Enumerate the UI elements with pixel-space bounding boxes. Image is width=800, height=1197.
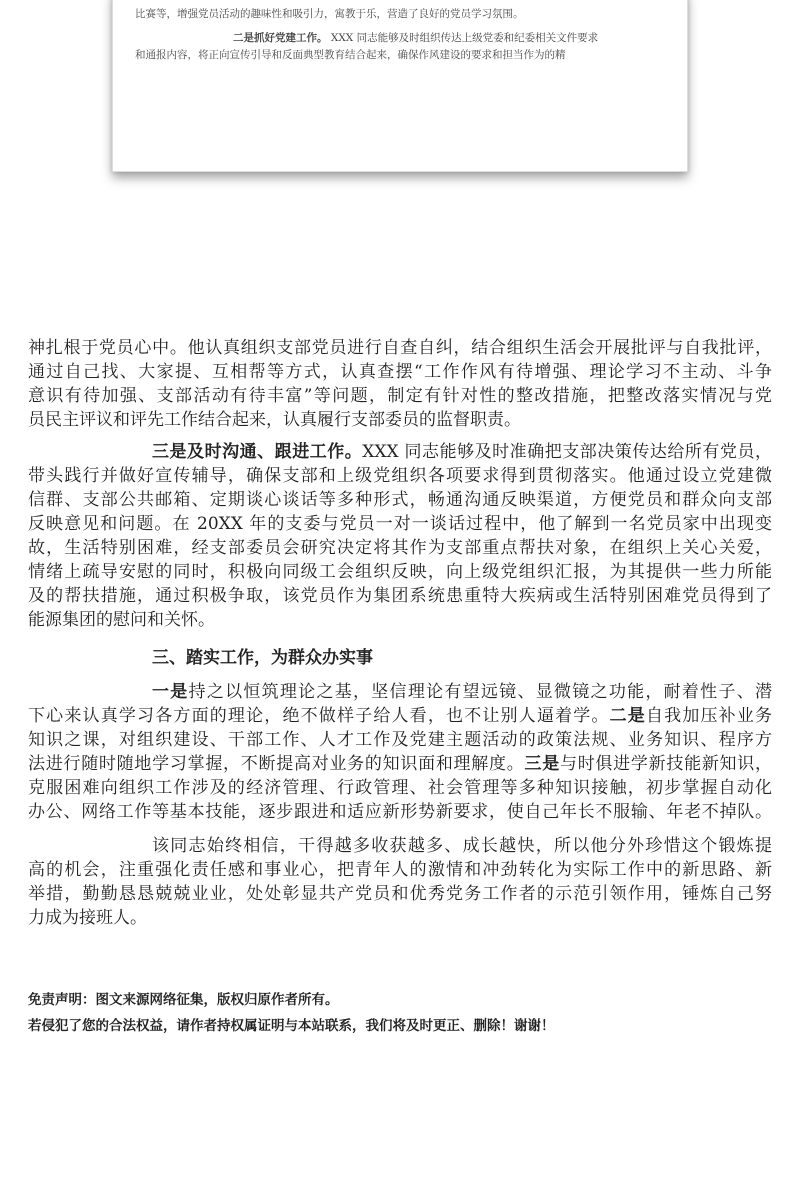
text: 下心来认真学习各方面的理论，绝不做样子给人看，也不让别人逼着学。 <box>28 706 610 726</box>
text: 与时俱进学新技能新知识， <box>559 754 772 774</box>
disclaimer-line: 若侵犯了您的合法权益，请作者持权属证明与本站联系，我们将及时更正、删除！谢谢！ <box>28 1018 555 1034</box>
card-line <box>233 30 598 45</box>
text-line: 办公、网络工作等基本技能，逐步跟进和适应新形势新要求，使自己年长不服输、年老不掉队。 <box>28 802 772 822</box>
disclaimer-line: 免责声明：图文来源网络征集，版权归原作者所有。 <box>28 992 339 1008</box>
text-line: 能源集团的慰问和关怀。 <box>28 610 215 630</box>
bold-lead: 一是 <box>152 682 189 702</box>
text-line: 意识有待加强、支部活动有待丰富”等问题，制定有针对性的整改措施，把整改落实情况与党 <box>28 386 772 406</box>
text-line: 力成为接班人。 <box>28 908 147 928</box>
bold-lead: 二是 <box>609 706 646 726</box>
text-line: 该同志始终相信，干得越多收获越多、成长越快，所以他分外珍惜这个锻炼提 <box>152 836 772 856</box>
text: 持之以恒筑理论之基，坚信理论有望远镜、显微镜之功能，耐着性子、潜 <box>188 682 772 702</box>
text-line: 情绪上疏导安慰的同时，积极向同级工会组织反映，向上级党组织汇报，为其提供一些力所能 <box>28 562 772 582</box>
bold-lead: 三是 <box>524 754 560 774</box>
text-line: 带头践行并做好宣传辅导，确保支部和上级党组织各项要求得到贯彻落实。他通过设立党建微 <box>28 466 772 486</box>
text: 法进行随时随地学习掌握，不断提高对业务的知识面和理解度。 <box>28 754 525 774</box>
text-line: 通过自己找、大家提、互相帮等方式，认真查摆“工作作风有待增强、理论学习不主动、斗争 <box>28 362 772 382</box>
text-line <box>28 704 772 728</box>
text-line: 信群、支部公共邮箱、定期谈心谈话等多种形式，畅通沟通反映渠道，方便党员和群众向支部 <box>28 490 772 510</box>
text-line: 神扎根于党员心中。他认真组织支部党员进行自查自纠，结合组织生活会开展批评与自我批评， <box>28 338 772 358</box>
card-line: 和通报内容，将正向宣传引导和反面典型教育结合起来，确保作风建设的要求和担当作为的精 <box>135 49 566 61</box>
bold-lead: 三是及时沟通、跟进工作。 <box>152 442 363 462</box>
paragraph-1 <box>28 336 772 432</box>
text-line: 员民主评议和评先工作结合起来，认真履行支部委员的监督职责。 <box>28 410 521 430</box>
card-bold: 二是抓好党建工作。 <box>233 32 328 44</box>
card-text: XXX 同志能够及时组织传达上级党委和纪委相关文件要求 <box>330 32 599 44</box>
text-line: 高的机会，注重强化责任感和事业心，把青年人的激情和冲劲转化为实际工作中的新思路、新 <box>28 860 772 880</box>
text: XXX 同志能够及时准确把支部决策传达给所有党员， <box>362 442 772 462</box>
text-line <box>28 440 772 464</box>
text-line: 举措，勤勤恳恳兢兢业业，处处彰显共产党员和优秀党务工作者的示范引领作用，锤炼自己努 <box>28 884 772 904</box>
text-line: 克服困难向组织工作涉及的经济管理、行政管理、社会管理等多种知识接触，初步掌握自动化 <box>28 778 772 798</box>
text-line: 反映意见和问题。在 20XX 年的支委与党员一对一谈话过程中，他了解到一名党员家中出现变 <box>28 514 772 534</box>
text-line: 及的帮扶措施，通过积极争取，该党员作为集团系统患重特大疾病或生活特别困难党员得到了 <box>28 586 772 606</box>
text-line <box>28 680 772 704</box>
paragraph-2 <box>28 440 772 632</box>
document-preview-card <box>112 0 688 172</box>
section-heading: 三、踏实工作，为群众办实事 <box>152 648 373 668</box>
paragraph-4 <box>28 834 772 930</box>
paragraph-3 <box>28 680 772 824</box>
text-line: 知识之课，对组织建设、干部工作、人才工作及党建主题活动的政策法规、业务知识、程序方 <box>28 730 772 750</box>
text-line <box>28 752 772 776</box>
text-line: 故，生活特别困难，经支部委员会研究决定将其作为支部重点帮扶对象，在组织上关心关爱， <box>28 538 772 558</box>
text: 自我加压补业务 <box>645 706 772 726</box>
card-line: 比赛等，增强党员活动的趣味性和吸引力，寓教于乐，营造了良好的党员学习氛围。 <box>135 8 524 20</box>
